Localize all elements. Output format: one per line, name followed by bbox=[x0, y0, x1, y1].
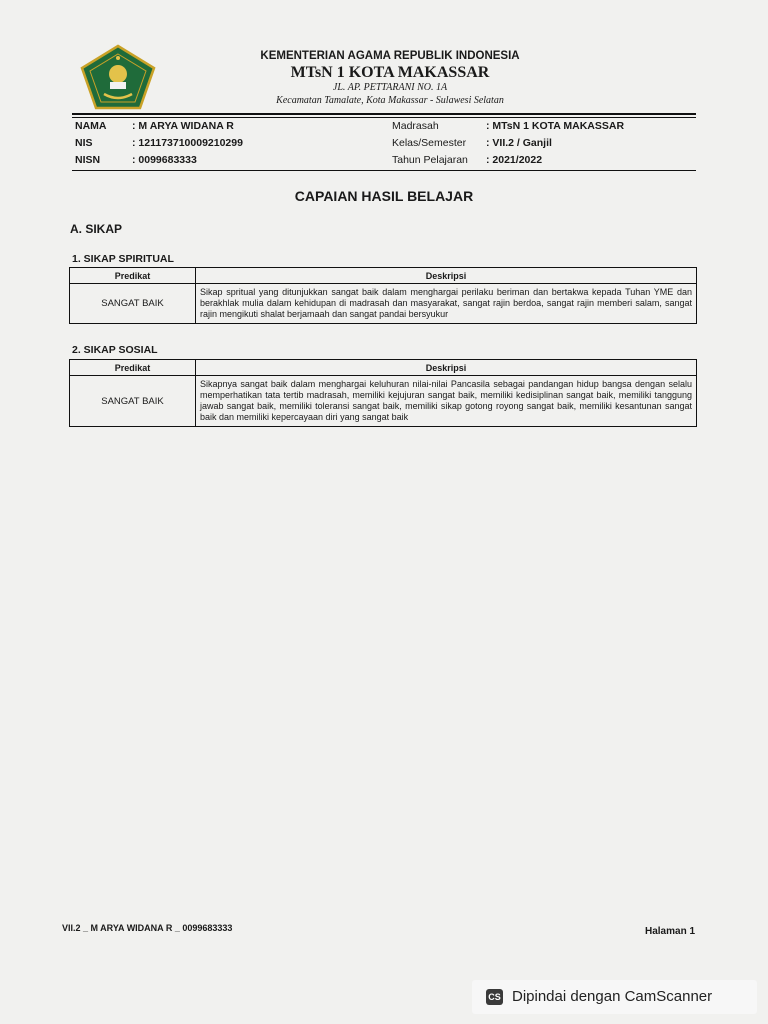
section-heading-sikap: A. SIKAP bbox=[70, 222, 123, 236]
camscanner-text: Dipindai dengan CamScanner bbox=[512, 988, 713, 1005]
header-divider-thin bbox=[72, 117, 696, 118]
deskripsi-cell: Sikapnya sangat baik dalam menghargai keluhuran nilai-nilai Pancasila sebagai pandangan hidup bangsa dengan selalu memperhatikan tata tertib madrasah, memiliki kejujuran sangat baik, memiliki kedisiplinan sangat baik, memiliki tanggung jawab sangat baik, memiliki toleransi sangat baik, memiliki sikap gotong royong sangat baik, memiliki kesantunan sangat baik dan memiliki kepercayaan diri yang sangat baik bbox=[196, 376, 697, 427]
school-district: Kecamatan Tamalate, Kota Makassar - Sulawesi Selatan bbox=[276, 95, 504, 106]
predikat-cell: SANGAT BAIK bbox=[70, 284, 196, 324]
tahun-value: : 2021/2022 bbox=[486, 154, 543, 166]
madrasah-label: Madrasah bbox=[392, 120, 439, 132]
predikat-cell: SANGAT BAIK bbox=[70, 376, 196, 427]
spiritual-table bbox=[69, 267, 697, 324]
school-address: JL. AP. PETTARANI NO. 1A bbox=[332, 82, 448, 93]
deskripsi-cell: Sikap spritual yang ditunjukkan sangat baik dalam menghargai perilaku beriman dan bertakwa kepada Tuhan YME dan berakhlak mulia dalam kehidupan di madrasah dan masyarakat, sangat rajin berdoa, sangat rajin memberi salam, sangat rajin mengikuti shalat berjamaah dan sangat pandai bersyukur bbox=[196, 284, 697, 324]
sosial-heading: 2. SIKAP SOSIAL bbox=[72, 344, 158, 356]
page-title: CAPAIAN HASIL BELAJAR bbox=[294, 188, 474, 204]
kelas-value: : VII.2 / Ganjil bbox=[486, 137, 552, 149]
nis-label: NIS bbox=[75, 137, 93, 149]
camscanner-watermark bbox=[472, 980, 757, 1014]
header-divider bbox=[72, 113, 696, 115]
spiritual-heading: 1. SIKAP SPIRITUAL bbox=[72, 253, 174, 265]
nis-value: : 121173710009210299 bbox=[132, 137, 243, 149]
nama-label: NAMA bbox=[75, 120, 107, 132]
tahun-label: Tahun Pelajaran bbox=[392, 154, 468, 166]
camscanner-icon: CS bbox=[486, 989, 503, 1005]
table-row bbox=[70, 376, 697, 427]
ministry-name: KEMENTERIAN AGAMA REPUBLIK INDONESIA bbox=[260, 50, 520, 62]
column-header-deskripsi: Deskripsi bbox=[196, 268, 697, 284]
footer-identifier: VII.2 _ M ARYA WIDANA R _ 0099683333 bbox=[62, 923, 233, 933]
column-header-predikat: Predikat bbox=[70, 268, 196, 284]
madrasah-value: : MTsN 1 KOTA MAKASSAR bbox=[486, 120, 625, 132]
table-header-row bbox=[70, 360, 697, 376]
school-name: MTsN 1 KOTA MAKASSAR bbox=[290, 64, 490, 81]
nama-value: : M ARYA WIDANA R bbox=[132, 120, 234, 132]
page-number: Halaman 1 bbox=[645, 926, 696, 937]
kelas-label: Kelas/Semester bbox=[392, 137, 467, 149]
column-header-predikat: Predikat bbox=[70, 360, 196, 376]
sosial-table bbox=[69, 359, 697, 427]
nisn-value: : 0099683333 bbox=[132, 154, 197, 166]
table-header-row bbox=[70, 268, 697, 284]
table-row bbox=[70, 284, 697, 324]
kemenag-logo-icon bbox=[80, 44, 156, 110]
info-divider bbox=[72, 170, 696, 171]
column-header-deskripsi: Deskripsi bbox=[196, 360, 697, 376]
nisn-label: NISN bbox=[75, 154, 101, 166]
